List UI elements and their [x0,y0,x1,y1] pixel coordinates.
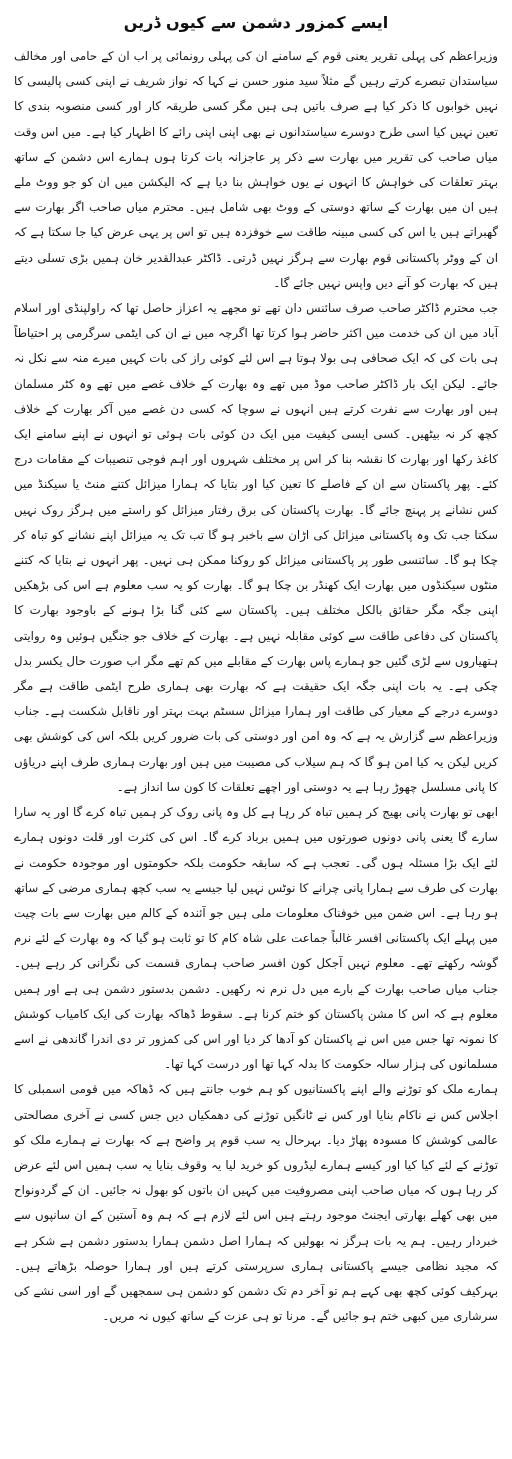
article-paragraph-4: ہمارے ملک کو توڑنے والے اپنے پاکستانیوں کو ہم خوب جانتے ہیں کہ ڈھاکہ میں قومی اسمبلی کا اجلاس کس نے ناکام بنایا اور کس نے ٹانگیں توڑنے کی دھمکیاں دیں جس کسی نے آخری مصالحتی عالمی کوشش کا مسودہ پھاڑ دیا۔ بہرحال یہ سب قوم پر واضح ہے کہ بھارت نے ہمارے ملک کو توڑنے کے لئے کیا کیا اور کیسے ہمارے لیڈروں کو خرید لیا یہ وقوف بنایا یہ سب ہمیں اس لئے عرض کر رہا ہوں کہ میاں صاحب اپنی مصروفیت میں کہیں ان باتوں کو بھول نہ جائیں۔ ان کے گردونواح میں بھی کھلے بھارتی ایجنٹ موجود رہتے ہیں اس لئے لازم ہے کہ ہم وہ آستین کے ان سانپوں سے خبردار رہیں۔ ہم یہ بات ہرگز نہ بھولیں کہ ہمارا اصل دشمن ہمارا بدستور دشمن ہے شکر ہے کہ مجید نظامی جیسے پاکستانی ہماری سرپرستی کرتے ہیں اور ہمارا حوصلہ بڑھاتے ہیں۔ بہرکیف کوئی کچھ بھی کہے ہم تو آخر دم تک دشمن کو دشمن ہی سمجھیں گے اور اسی نشے کی سرشاری میں کبھی ختم ہو جائیں گے۔ مرنا تو ہی عزت کے ساتھ کیوں نہ مریں۔ [14,1082,498,1324]
article-paragraph-1: وزیراعظم کی پہلی تقریر یعنی قوم کے سامنے ان کی پہلی رونمائی پر اب ان کے حامی اور مخالف سیاستدان تبصرے کرتے رہیں گے مثلاً سید منور حسن نے کہا کہ نواز شریف نے اپنی کسی پالیسی کا نہیں خوابوں کا ذکر کیا ہے صرف باتیں ہی ہیں مگر کسی طریقہ کار اور کسی منصوبہ بندی کا تعین نہیں کیا اسی طرح دوسرے سیاستدانوں نے بھی اپنی اپنی رائے کا اظہار کیا ہے۔ میں اس وقت میاں صاحب کی تقریر میں بھارت سے ذکر پر عاجزانہ بات کرتا ہوں ہمارے اس دشمن کے ساتھ بہتر تعلقات کی خواہش کا انہوں نے یوں خواہش بنا دیا ہے کہ الیکشن میں ان کو جو ووٹ ملے ہیں ان میں بھارت کے ساتھ دوستی کے ووٹ بھی شامل ہیں۔ محترم میاں صاحب اگر بھارت سے گھبراتے ہیں یا اس کی کسی مبینہ طاقت سے خوفزدہ ہیں تو اس پر یہی عرض کیا جا سکتا ہے کہ ان کے ووٹر پاکستانی قوم بھارت سے ہرگز نہیں ڈرتی۔ ڈاکٹر عبدالقدیر خان ہمیں بڑی تسلی دیتے ہیں کہ بھارت کو آنے دیں واپس نہیں جائے گا۔ [14,49,498,290]
article-headline: ایسے کمزور دشمن سے کیوں ڈریں [123,13,389,32]
article-paragraph-3: ابھی تو بھارت پانی بھیج کر ہمیں تباہ کر رہا ہے کل وہ پانی روک کر ہمیں تباہ کرے گا اور یہ سارا سارے گا یعنی پانی دونوں صورتوں میں ہمیں برباد کرے گا۔ اس کی کثرت اور قلت دونوں ہمارے لئے ایک بڑا مسئلہ ہوں گی۔ تعجب ہے کہ سابقہ حکومت بلکہ حکومتوں اور موجودہ حکومت نے بھارت کی طرف سے ہمارا پانی چرانے کا نوٹس نہیں لیا جیسے یہ سب کچھ ہماری مرضی کے ساتھ ہو رہا ہے۔ اس ضمن میں خوفناک معلومات ملی ہیں جو آئندہ کے کالم میں بھارت سے بات چیت میں پہلے ایک پاکستانی افسر غالباً جماعت علی شاہ کام کا تو ثابت ہو گیا کہ وہ بھارت کے لئے نرم گوشہ رکھتے تھے۔ معلوم نہیں آجکل کون افسر صاحب ہماری قسمت کی نگرانی کر رہے ہیں۔ جناب میاں صاحب بھارت کے بارے میں دل نرم نہ رکھیں۔ دشمن بدستور دشمن ہی ہے اور ہمیں معلوم ہے کہ اس کا مشن پاکستان کو ختم کرنا ہے۔ سقوط ڈھاکہ بھارت کی ایک کامیاب کوشش کا نمونہ تھا جس میں اس نے پاکستان کو آدھا کر دیا اور اس کی کمزور تر دی اندرا گاندھی نے اسے مسلمانوں کی ہزار سالہ حکومت کا بدلہ کہا تھا اور درست کہا تھا۔ [14,805,498,1072]
article-body [14,44,498,1329]
article-paragraph-2: جب محترم ڈاکٹر صاحب صرف سائنس دان تھے تو مجھے یہ اعزاز حاصل تھا کہ راولپنڈی اور اسلام آباد میں ان کی خدمت میں اکثر حاضر ہوا کرتا تھا اگرچہ میں نے ان کی ایٹمی سرگرمی پر احتیاطاً ہی بات کی کہ ایک صحافی ہی بولا ہوتا ہے اس لئے کوئی راز کی بات کہیں میرے منہ سے نکل نہ جائے۔ لیکن ایک بار ڈاکٹر صاحب موڈ میں تھے وہ بھارت کے خلاف غصے میں تھے وہ کٹر مسلمان ہیں اور بھارت سے نفرت کرتے ہیں انہوں نے سوچا کہ کسی دن غصے میں آکر بھارت کے خلاف کچھ کر نہ بیٹھیں۔ کسی ایسی کیفیت میں ایک دن کوئی بات ہوئی تو انہوں نے اپنے سامنے ایک کاغذ رکھا اور بھارت کا نقشہ بنا کر اس پر مختلف شہروں اور اہم فوجی تنصیبات کے مقامات درج کئے۔ پھر پاکستان سے ان کے فاصلے کا تعین کیا اور بتایا کہ ہمارا میزائل کتنے منٹ یا سیکنڈ میں کس نشانے پر پہنچ جائے گا۔ بھارت پاکستان کی برق رفتار میزائل کو راستے میں ہرگز روک نہیں سکتا جب تک وہ پاکستانی میزائل کی اڑان سے باخبر ہو گا تب تک یہ میزائل اپنے نشانے کو تباہ کر چکا ہو گا۔ سائنسی طور پر پاکستانی میزائل کو روکنا ممکن ہی نہیں۔ پھر انہوں نے بتایا کہ کتنے منٹوں سیکنڈوں میں بھارت ایک کھنڈر بن چکا ہو گا۔ بھارت کو یہ سب معلوم ہے اس کی بڑھکیں اپنی جگہ مگر حقائق بالکل مختلف ہیں۔ پاکستان سے کئی گنا بڑا ہونے کے باوجود بھارت کا پاکستان کی دفاعی طاقت سے کوئی مقابلہ نہیں ہے۔ بھارت کے خلاف جو جنگیں ہوئیں وہ روایتی ہتھیاروں سے لڑی گئیں جو ہمارے پاس بھارت کے مقابلے میں کم تھے مگر اب صورت حال یکسر بدل چکی ہے۔ یہ بات اپنی جگہ ایک حقیقت ہے کہ بھارت بھی ہماری طرح ایٹمی طاقت ہے مگر دوسرے درجے کے معیار کی طاقت اور ہمارا میزائل سسٹم بہت بہتر اور ناقابل شکست ہے۔ جناب وزیراعظم سے گزارش یہ ہے کہ وہ امن اور دوستی کی بات ضرور کریں بلکہ اس کی کوشش بھی کریں لیکن یہ کیا امن ہو گا کہ ہم سیلاب کی مصیبت میں ہیں اور بھارت ہماری طرف اپنے دریاؤں کا پانی مسلسل چھوڑ رہا ہے یہ دوستی اور اچھے تعلقات کا کون سا انداز ہے۔ [14,301,498,794]
